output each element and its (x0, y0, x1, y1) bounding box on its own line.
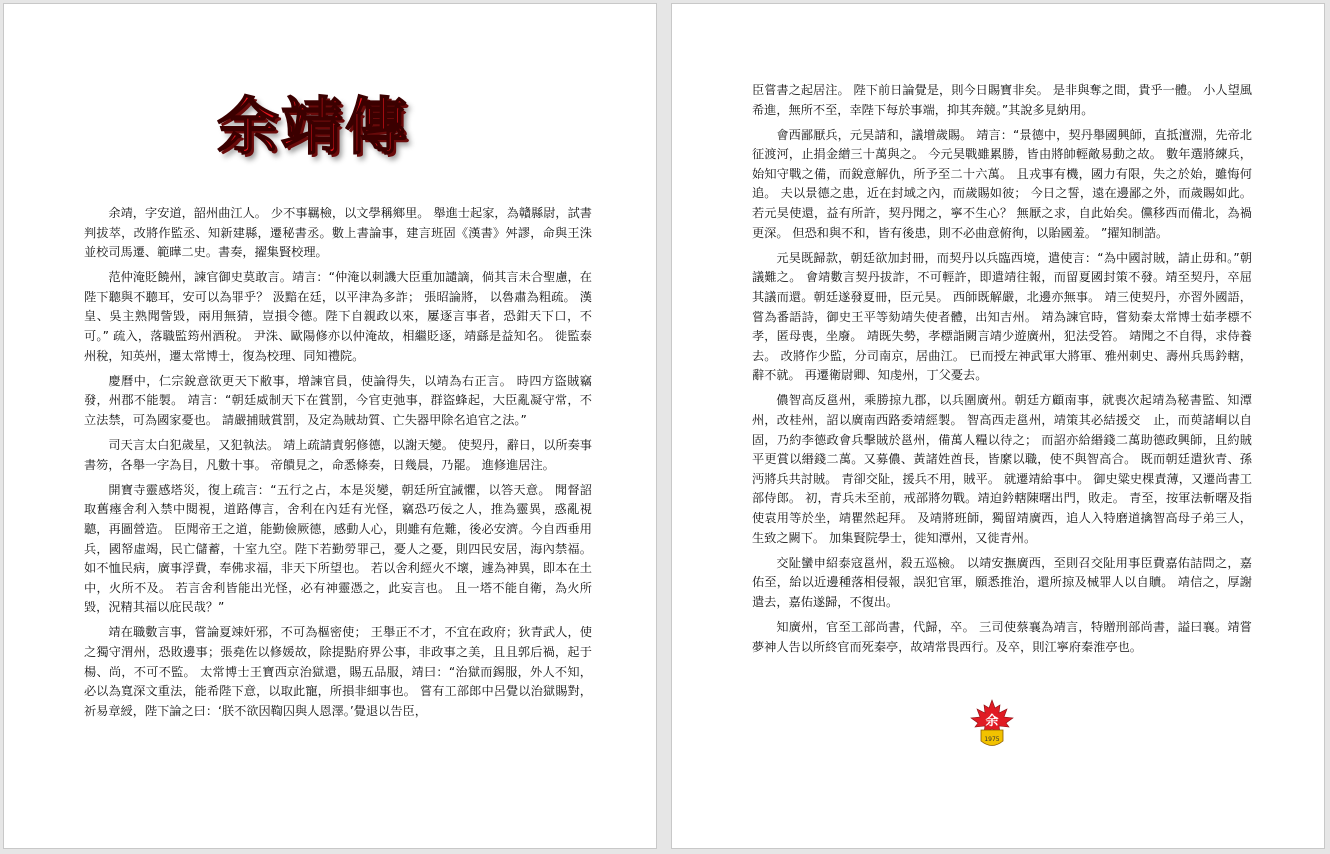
paragraph: 司天言太白犯歲星，又犯執法。 靖上疏請責躬修德，以謝天變。 使契丹，辭日，以所奏事書笏，各舉一字為目，凡數十事。 帝饋見之，命悉條奏，日幾晨，乃罷。 進修進居注。 (84, 438, 592, 472)
paragraph: 靖在職數言事，嘗論夏竦奸邪，不可為樞密使； 王舉正不才，不宜在政府；狄青武人，使之獨守渭州，恐敗邊事；張堯佐以修媛故，除提點府界公事，非政事之美，且且郭后禍，起于楊、尚，不可不監。 太常博士王寶西京治獄還，賜五品服，靖曰：“治獄而錫服，外人不知，必以為寬深文重法，能希陛下意，以取此寵，所損非細事也。 嘗有工部郎中呂覺以治獄賜對，祈易章綬，陛下論之曰：‘朕不欲因鞫囚與人恩澤。’覺退以告臣， (84, 625, 592, 718)
paragraph: 范仲淹貶饒州，諫官御史莫敢言。靖言：“仲淹以刺譏大臣重加譴謫，倘其言未合聖慮，在陛下聽與不聽耳，安可以為罪乎？ 汲黯在廷，以平津為多詐； 張昭論將， 以魯肅為粗疏。 漢皇、吳主熟聞訾毀，兩用無猜，豈損令德。陛下自親政以來，屢逐言事者，恐鉗天下口，不可。” 疏入，落職監筠州酒稅。 尹洙、歐陽修亦以仲淹故，相繼貶逐，靖繇是益知名。 徙監泰州稅，知英州，遷太常博士，復為校理、同知禮院。 (84, 270, 592, 363)
paragraph: 知廣州，官至工部尚書，代歸，卒。 三司使蔡襄為靖言，特贈刑部尚書，謚曰襄。靖嘗夢神人告以所終官而死秦亭，故靖常畏西行。及卒，則江寧府秦淮亭也。 (752, 619, 1252, 654)
paragraph: 開寶寺靈感塔災，復上疏言：“五行之占，本是災變，朝廷所宜誡懼，以答天意。 聞督詔取舊瘞舍利入禁中閱視，道路傳言，舍利在內廷有光怪，竊恐巧佞之人，推為靈異，惑亂視聽，再圖營造。 臣聞帝王之道，能勤儉厥德，感動人心，則雖有危難，後必安濟。今自西垂用兵，國帑虛竭，民亡儲蓄，十室九空。陛下若勤勞罪己，憂人之憂，則四民安居，海內禁福。 如不恤民病，廣事浮費，奉佛求福，非天下所望也。 若以舍利經火不壞，遽為神異，即本在土中，火所不及。 若言舍利皆能出光怪，必有神靈憑之，此妄言也。 且一塔不能自衛，為火所毀，況精其福以庇民哉？” (84, 482, 592, 615)
paragraph: 交阯蠻申紹泰寇邕州，殺五巡檢。 以靖安撫廣西，至則召交阯用事臣費嘉佑詰問之，嘉佑至，紿以近邊種落相侵報，誤犯官軍，願悉推治，還所掠及械罪人以自贖。 靖信之，厚謝遣去，嘉佑遂歸，不復出。 (752, 555, 1252, 609)
emblem-caption: 1975 (984, 736, 1000, 743)
paragraph: 會西鄙厭兵，元昊請和，議增歲賜。 靖言：“景德中，契丹舉國興師，直抵澶淵，先帝北征渡河，止捐金繒三十萬與之。 今元昊戰雖累勝，皆由將帥輕敵易動之故。 數年選將練兵，始知守戰之備，而銳意解仇，所予至二十六萬。 且戎事有機，國力有限，失之於始，雖悔何追。 夫以景德之患，近在封域之內，而歲賜如彼； 今日之誓，遠在邊鄙之外，而歲賜如此。 若元昊使還，益有所許，契丹聞之，寧不生心？ 無厭之求，自此始矣。儻移西而備北，為禍更深。 但恐和與不和，皆有後患，則不必曲意俯徇，以貽國羞。 ”擢知制誥。 (752, 127, 1252, 240)
left-page-body (84, 204, 592, 727)
paragraph: 慶曆中，仁宗銳意欲更天下敝事，增諫官員，使論得失，以靖為右正言。 時四方盜賊竊發，州郡不能製。 靖言：“朝廷威制天下在賞罰，今官吏弛事，群盜蜂起，大臣亂凝守常，不立法禁，可為國家憂也。 請嚴捕賊賞罰，及定為賊劫質、亡失器甲除名追官之法。” (84, 373, 592, 427)
paragraph: 余靖，字安道，韶州曲江人。 少不事羈檢，以文學稱鄉里。 舉進士起家，為贛縣尉，試書判拔萃，改將作監丞、知新建縣，遷秘書丞。數上書論事，建言班固《漢書》舛謬，命與王洙並校司馬遷、範曄二史。書奏，擢集賢校理。 (84, 206, 592, 260)
paragraph-continued: 臣嘗書之起居注。 陛下前日論覺是，則今日賜寶非矣。 是非與奪之間，貴乎一體。 小人望風希進，無所不至，幸陛下每於事端，抑其奔競。”其說多見納用。 (752, 83, 1252, 117)
maple-leaf-emblem-icon (969, 699, 1015, 751)
left-page (3, 3, 657, 849)
right-page (671, 3, 1325, 849)
paragraph: 儂智高反邕州，乘勝掠九郡，以兵圍廣州。朝廷方顧南事，就喪次起靖為秘書監、知潭州，改桂州，詔以廣南西路委靖經製。 智高西走邕州，靖策其必結援交 止，而萸諸峒以自固，乃約李德政會兵擊賊於邕州，備萬人糧以待之； 而詔亦給緡錢二萬助德政興師，且約賊平更賞以緡錢二萬。又募儂、黃諸姓酋長，皆縻以職，使不與智高合。 既而朝廷遣狄青、孫沔將兵共討賊。 青卻交阯，援兵不用，賊平。 就遷靖給事中。 御史粱史棵責薄，又遷尚書工部侍郎。 初，青兵未至前，戒部將勿戰。靖迫鈐轄陳曙出門，敗走。 青至，按軍法斬曙及指使袁用等於坐，靖瞿然起拜。 及靖將班師，獨留靖廣西，追人入特磨道擒智高母子弟三人，生致之闕下。 加集賢院學士，徙知潭州，又徙青州。 (752, 393, 1252, 545)
document-title: 余靖傳 (217, 90, 410, 163)
paragraph: 元昊既歸款，朝廷欲加封冊，而契丹以兵臨西境，遣使言：“為中國討賊，請止毋和。”朝議難之。 會靖數言契丹拔詐，不可輕許，即遣靖往報，而留夏國封策不發。靖至契丹，卒屈其議而還。朝廷遂發夏冊，臣元昊。 西師既解嚴，北邊亦無事。 靖三使契丹，亦習外國語，嘗為番語詩，御史王平等劾靖失使者體，出知吉州。 靖為諫官時，嘗劾秦太常博士茹孝標不孝，匿母喪，坐廢。 靖既失勢，孝標詣闕言靖少遊廣州，犯法受笞。 靖聞之不自得，求侍養去。 改將作少監，分司南京，居曲江。 已而授左神武軍大將軍、雅州刺史、壽州兵馬鈐轄，辭不就。 再遷衛尉卿、知虔州，丁父憂去。 (752, 250, 1252, 383)
emblem-character: 余 (985, 714, 999, 729)
right-page-body (752, 81, 1252, 663)
